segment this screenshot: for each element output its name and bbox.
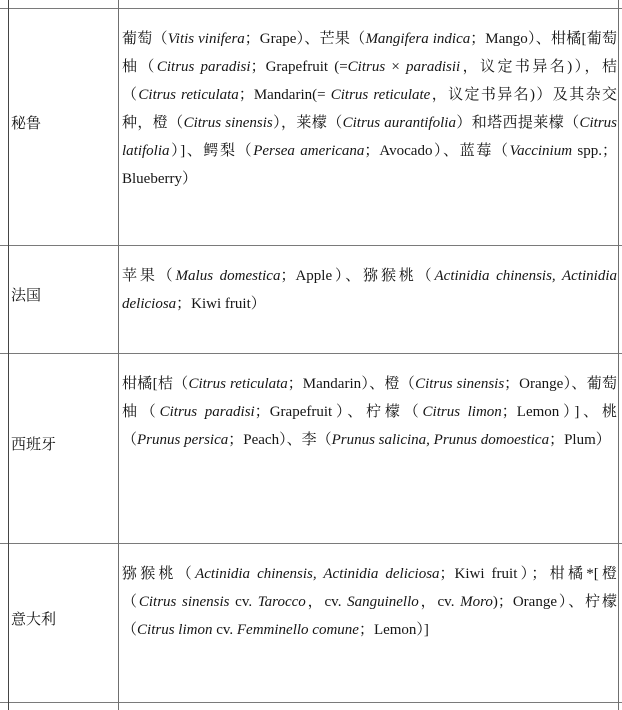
text-run: ；Grapefruit (=	[250, 59, 348, 75]
scientific-name: Citrus reticulate	[330, 87, 431, 103]
scientific-name: Malus domestica	[175, 268, 281, 284]
text-run: ；Kiwi fruit）	[176, 296, 266, 312]
text-run: )；Orange）、柠檬（	[122, 594, 617, 638]
scientific-name: paradisii	[406, 59, 461, 75]
fruits-cell	[122, 370, 617, 454]
text-run: ；Avocado）、蓝莓（	[364, 143, 510, 159]
text-run: ），莱檬（	[272, 115, 343, 131]
text-run: 柑橘[桔（	[122, 376, 189, 392]
fruits-cell	[122, 262, 617, 318]
text-run: ；Kiwi fruit）；柑橘*[橙（	[122, 566, 617, 610]
text-run: ；Lemon）]、桃（	[122, 404, 617, 448]
table-left-border	[8, 0, 9, 710]
text-run: ；Mango）、柑橘[葡萄柚（	[122, 31, 617, 75]
text-run: spp.；Blueberry）	[122, 143, 617, 187]
table-column-divider	[118, 0, 119, 710]
text-run: ；Mandarin(=	[238, 87, 331, 103]
scientific-name: Citrus limon	[137, 622, 213, 638]
scientific-name: Citrus sinensis	[183, 115, 273, 131]
scientific-name: Citrus aurantifolia	[342, 115, 456, 131]
text-run: 猕猴桃（	[122, 566, 196, 582]
text-run: ；Plum）	[549, 432, 611, 448]
table-row-border	[0, 702, 622, 703]
scientific-name: Citrus limon	[422, 404, 502, 420]
table-row-border	[0, 245, 622, 246]
country-cell: 法国	[11, 288, 42, 304]
country-cell: 秘鲁	[11, 116, 42, 132]
scientific-name: Citrus sinensis	[415, 376, 505, 392]
scientific-name: Citrus paradisi	[159, 404, 255, 420]
text-run: ，议定书异名)）及其杂交种，橙（	[122, 87, 617, 131]
text-run: ）和塔西提莱檬（	[455, 115, 580, 131]
text-run: 葡萄（	[122, 31, 168, 47]
scientific-name: Persea americana	[253, 143, 365, 159]
text-run: cv.	[212, 622, 237, 638]
text-run: ，cv.	[418, 594, 461, 610]
scientific-name: Actinidia chinensis, Actinidia deliciosa	[122, 268, 617, 312]
country-cell: 西班牙	[11, 437, 57, 453]
scientific-name: Prunus salicina, Prunus domoestica	[331, 432, 550, 448]
scientific-name: Femminello comune	[236, 622, 359, 638]
text-run: 苹果（	[122, 268, 176, 284]
scientific-name: Vaccinium	[509, 143, 573, 159]
text-run: ，议定书异名)），桔（	[122, 59, 617, 103]
table-right-border	[618, 0, 619, 710]
scientific-name: Vitis vinifera	[167, 31, 245, 47]
table-row-border	[0, 353, 622, 354]
scientific-name: Actinidia chinensis, Actinidia deliciosa	[195, 566, 440, 582]
text-run: ；Orange）、葡萄柚（	[122, 376, 617, 420]
scientific-name: Sanguinello	[347, 594, 419, 610]
table-row-border	[0, 8, 622, 9]
scientific-name: Tarocco	[257, 594, 306, 610]
scientific-name: Citrus	[347, 59, 386, 75]
scientific-name: Prunus persica	[137, 432, 229, 448]
text-run: cv.	[229, 594, 258, 610]
text-run: ；Grapefruit）、柠檬（	[254, 404, 423, 420]
fruits-cell	[122, 560, 617, 644]
scientific-name: Citrus sinensis	[138, 594, 230, 610]
text-run: ；Lemon）]	[358, 622, 429, 638]
text-run: ；Peach）、李（	[228, 432, 332, 448]
table-row-border	[0, 543, 622, 544]
text-run: ；Apple）、猕猴桃（	[280, 268, 435, 284]
scientific-name: Moro	[460, 594, 493, 610]
scientific-name: Citrus reticulata	[188, 376, 288, 392]
country-cell: 意大利	[11, 612, 57, 628]
scientific-name: Citrus reticulata	[138, 87, 239, 103]
fruits-cell	[122, 25, 617, 193]
text-run: ；Grape）、芒果（	[244, 31, 366, 47]
scientific-name: Citrus latifolia	[122, 115, 617, 159]
text-run: ×	[385, 59, 407, 75]
scientific-name: Citrus paradisi	[156, 59, 251, 75]
scientific-name: Mangifera indica	[365, 31, 471, 47]
text-run: ；Mandarin）、橙（	[287, 376, 416, 392]
text-run: ，cv.	[305, 594, 348, 610]
text-run: ）]、鳄梨（	[169, 143, 254, 159]
